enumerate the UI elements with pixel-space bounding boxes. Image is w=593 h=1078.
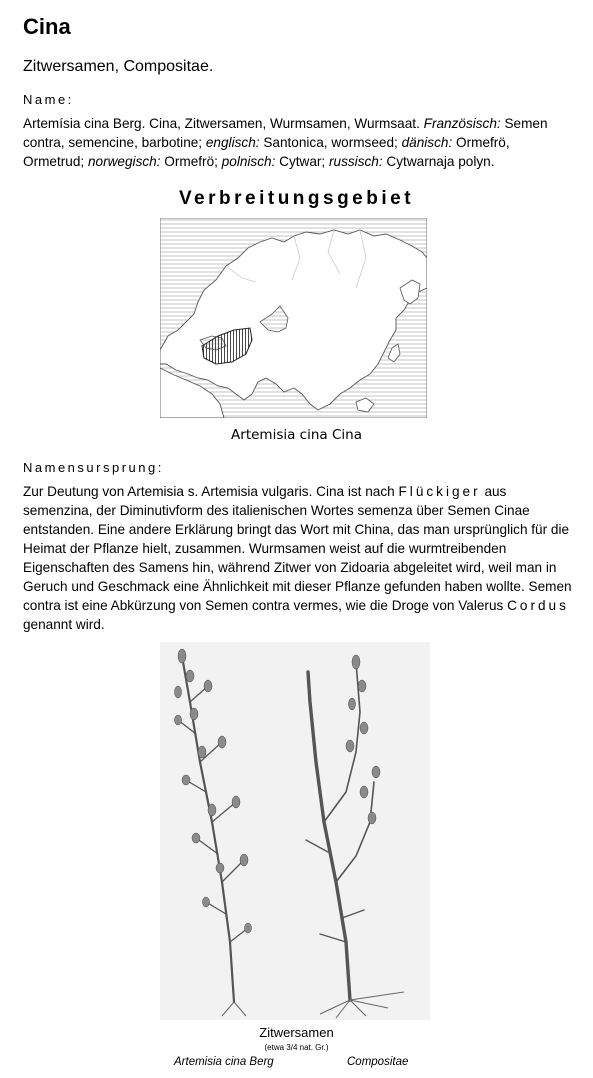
origin-text-2: aus semenzina, der Diminutivform des italienischen Wortes semenza über Semen Cinae entstanden. Eine andere Erklärung bringt das Wort mit China, das man ursprünglich für die Heimat der Pflanze hielt, zusammen. Wurmsamen weist auf die wurmtreibenden Eigenschaften des Samens hin, während Zitwer von Zidoaria abgeleitet wird, weil man in Geruch und Geschmack eine Ähnlichkeit mit dieser Pflanze gefunden haben wollte. Semen contra ist eine Abkürzung von Semen contra vermes, wie die Droge von Valerus — [23, 484, 572, 613]
name-section-label: Name: — [23, 92, 74, 107]
name-paragraph — [23, 114, 573, 171]
illustration-caption-family: Compositae — [347, 1056, 409, 1068]
origin-paragraph — [23, 482, 573, 634]
latin-names: Artemísia cina Berg. Cina, Zitwersamen, Wurmsamen, Wurmsaat. — [23, 116, 420, 131]
english-label: englisch: — [205, 135, 260, 150]
danish-names: Ormefrö, Ormetrud; — [23, 135, 510, 169]
norwegian-names: Ormefrö; — [164, 154, 218, 169]
russian-names: Cytwarnaja polyn. — [386, 154, 495, 169]
illustration-caption-species: Artemisia cina Berg — [174, 1056, 274, 1068]
french-label: Französisch: — [423, 116, 501, 131]
illustration-caption-scale: (etwa 3/4 nat. Gr.) — [264, 1043, 329, 1052]
polish-label: polnisch: — [221, 154, 276, 169]
english-names: Santonica, wormseed; — [263, 135, 398, 150]
person-flueckiger: Flückiger — [398, 484, 481, 499]
french-names: Semen contra, semencine, barbotine; — [23, 116, 548, 150]
person-cordus: Cordus — [507, 598, 569, 613]
polish-names: Cytwar; — [279, 154, 326, 169]
origin-text-3: genannt wird. — [23, 617, 105, 632]
illustration-caption-title: Zitwersamen — [259, 1025, 334, 1040]
norwegian-label: norwegisch: — [87, 154, 161, 169]
danish-label: dänisch: — [401, 135, 453, 150]
distribution-heading: Verbreitungsgebiet — [178, 188, 415, 209]
illustration-background — [160, 642, 430, 1020]
page-subtitle: Zitwersamen, Compositae. — [23, 58, 214, 75]
page-title: Cina — [23, 14, 71, 39]
map-caption: Artemisia cina Cina — [231, 427, 362, 443]
plant-illustration — [160, 642, 430, 1020]
distribution-map — [160, 218, 427, 418]
russian-label: russisch: — [329, 154, 383, 169]
origin-text-1: Zur Deutung von Artemisia s. Artemisia vulgaris. Cina ist nach — [23, 484, 395, 499]
origin-section-label: Namensursprung: — [23, 460, 164, 475]
